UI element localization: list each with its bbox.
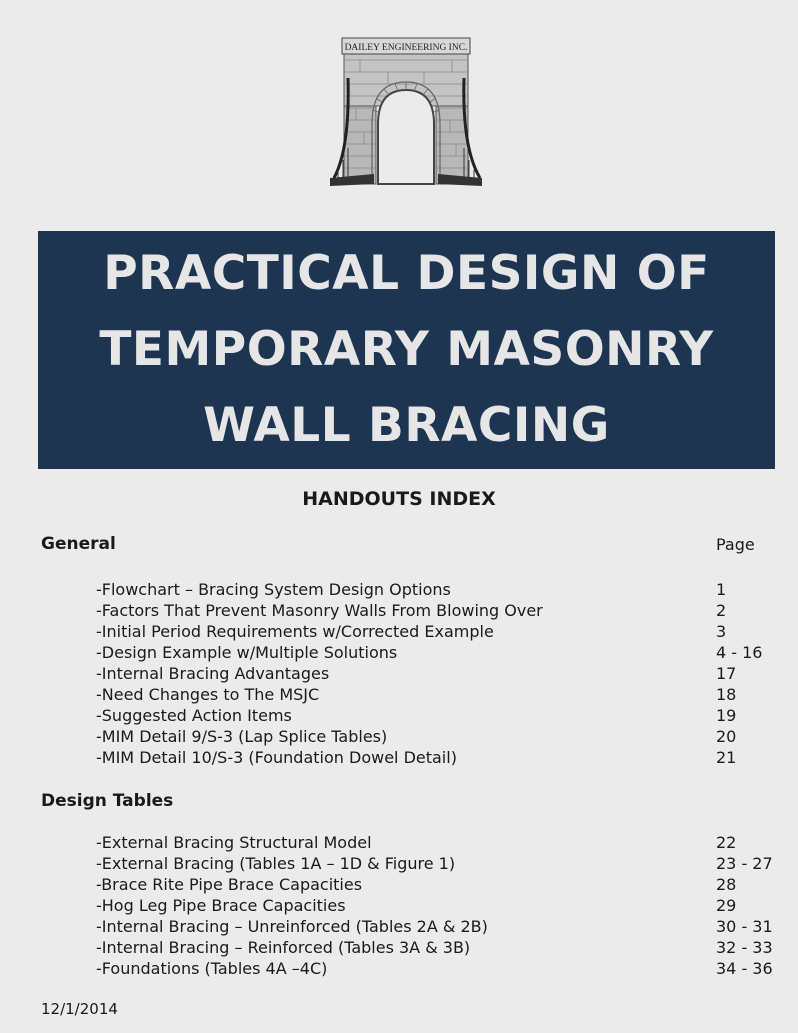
list-item bbox=[96, 853, 786, 874]
entry-page: 34 - 36 bbox=[716, 959, 773, 978]
title-line-1: PRACTICAL DESIGN OF bbox=[103, 246, 710, 301]
entry-label: -Hog Leg Pipe Brace Capacities bbox=[96, 896, 346, 915]
entry-page: 20 bbox=[716, 727, 737, 746]
entry-page: 4 - 16 bbox=[716, 643, 763, 662]
entry-page: 1 bbox=[716, 580, 727, 599]
entry-label: -Factors That Prevent Masonry Walls From Blowing Over bbox=[96, 601, 543, 620]
entry-page: 28 bbox=[716, 875, 737, 894]
entry-page: 17 bbox=[716, 664, 737, 683]
list-item bbox=[96, 958, 786, 979]
entry-label: -Design Example w/Multiple Solutions bbox=[96, 643, 398, 662]
entry-page: 2 bbox=[716, 601, 727, 620]
entry-label: -Need Changes to The MSJC bbox=[96, 685, 320, 704]
section-heading-general: General bbox=[41, 534, 116, 554]
entry-label: -External Bracing Structural Model bbox=[96, 833, 372, 852]
list-item bbox=[96, 874, 786, 895]
list-item bbox=[96, 916, 786, 937]
logo-text: DAILEY ENGINEERING INC. bbox=[344, 43, 468, 53]
entry-label: -MIM Detail 9/S-3 (Lap Splice Tables) bbox=[96, 727, 388, 746]
list-item bbox=[96, 747, 786, 768]
list-item bbox=[96, 832, 786, 853]
entry-page: 29 bbox=[716, 896, 737, 915]
entry-page: 18 bbox=[716, 685, 737, 704]
section-heading-design-tables: Design Tables bbox=[41, 791, 174, 811]
entry-page: 22 bbox=[716, 833, 737, 852]
list-item bbox=[96, 642, 786, 663]
entry-label: -External Bracing (Tables 1A – 1D & Figure 1) bbox=[96, 854, 456, 873]
list-item bbox=[96, 937, 786, 958]
entry-page: 23 - 27 bbox=[716, 854, 773, 873]
list-item bbox=[96, 726, 786, 747]
entry-label: -Suggested Action Items bbox=[96, 706, 292, 725]
stone-arch-bridge-icon bbox=[328, 28, 486, 188]
entry-label: -Foundations (Tables 4A –4C) bbox=[96, 959, 328, 978]
entry-label: -Initial Period Requirements w/Corrected Example bbox=[96, 622, 494, 641]
entry-page: 19 bbox=[716, 706, 737, 725]
entry-label: -MIM Detail 10/S-3 (Foundation Dowel Detail) bbox=[96, 748, 457, 767]
entry-page: 32 - 33 bbox=[716, 938, 773, 957]
entry-label: -Brace Rite Pipe Brace Capacities bbox=[96, 875, 363, 894]
document-date: 12/1/2014 bbox=[41, 1000, 118, 1018]
entry-label: -Flowchart – Bracing System Design Options bbox=[96, 580, 451, 599]
list-item bbox=[96, 600, 786, 621]
entry-label: -Internal Bracing Advantages bbox=[96, 664, 330, 683]
entry-label: -Internal Bracing – Unreinforced (Tables 2A & 2B) bbox=[96, 917, 488, 936]
list-item bbox=[96, 579, 786, 600]
entry-page: 3 bbox=[716, 622, 727, 641]
list-item bbox=[96, 684, 786, 705]
list-item bbox=[96, 895, 786, 916]
list-item bbox=[96, 621, 786, 642]
handouts-index-title: HANDOUTS INDEX bbox=[302, 488, 496, 510]
title-banner bbox=[38, 231, 775, 469]
title-line-3: WALL BRACING bbox=[203, 398, 610, 453]
entry-page: 21 bbox=[716, 748, 737, 767]
company-logo bbox=[328, 28, 486, 188]
entry-page: 30 - 31 bbox=[716, 917, 773, 936]
entry-label: -Internal Bracing – Reinforced (Tables 3A & 3B) bbox=[96, 938, 471, 957]
title-line-2: TEMPORARY MASONRY bbox=[99, 322, 714, 377]
page-column-label: Page bbox=[716, 535, 755, 554]
list-item bbox=[96, 705, 786, 726]
list-item bbox=[96, 663, 786, 684]
